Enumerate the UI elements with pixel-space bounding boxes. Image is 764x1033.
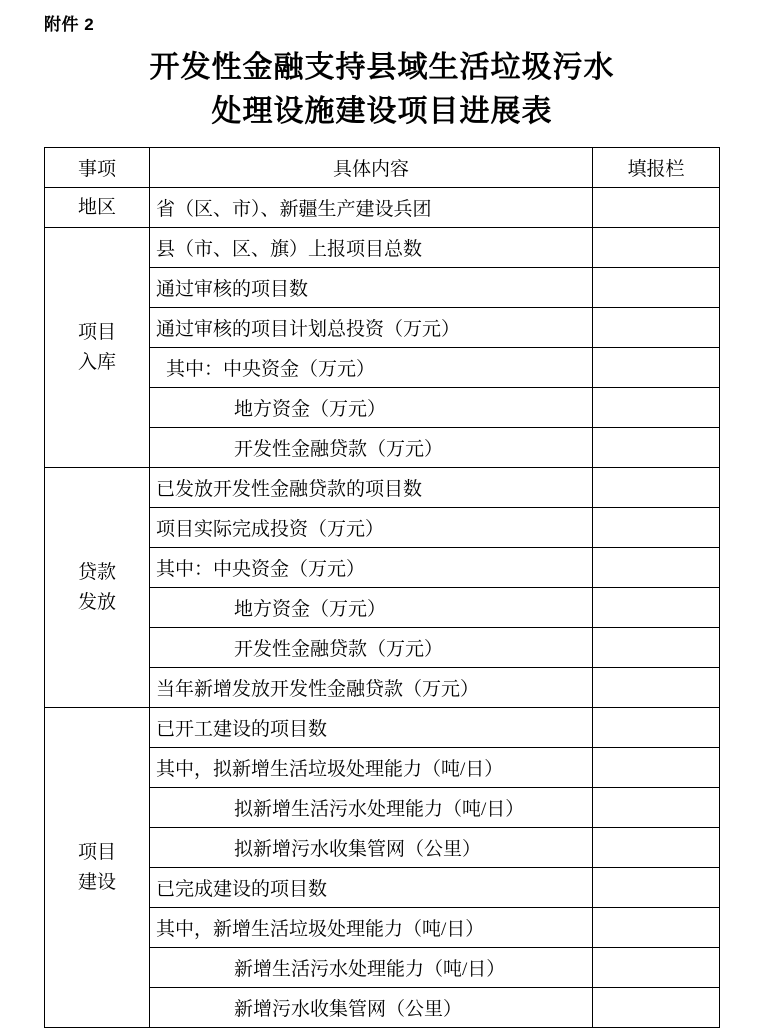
progress-table (44, 147, 720, 1028)
row-fill-input[interactable] (593, 548, 720, 588)
row-content-text: 省（区、市）、新疆生产建设兵团 (156, 199, 432, 221)
row-content-text: 新增污水收集管网（公里） (234, 999, 463, 1021)
row-content (150, 708, 593, 748)
page-title-line-1: 开发性金融支持县域生活垃圾污水 (149, 51, 615, 85)
row-content (150, 348, 593, 388)
row-content (150, 908, 593, 948)
page-title-line-2: 处理设施建设项目进展表 (211, 94, 553, 128)
row-content-text: 通过审核的项目数 (156, 279, 309, 301)
row-group-label-project-construction (45, 708, 150, 1028)
row-content-text: 拟新增污水收集管网（公里） (234, 839, 482, 861)
row-content (150, 988, 593, 1028)
row-group-label-line: 入库 (77, 351, 116, 373)
row-fill-input[interactable] (593, 428, 720, 468)
row-content (150, 628, 593, 668)
row-fill-input[interactable] (593, 908, 720, 948)
row-group-label-line: 发放 (77, 591, 116, 613)
row-fill-input[interactable] (593, 188, 720, 228)
row-fill-input[interactable] (593, 588, 720, 628)
row-content-text: 已发放开发性金融贷款的项目数 (156, 479, 423, 501)
row-fill-input[interactable] (593, 828, 720, 868)
row-content (150, 228, 593, 268)
row-group-label-line: 建设 (77, 871, 116, 893)
row-content-text: 其中，新增生活垃圾处理能力（吨/日） (156, 919, 485, 941)
row-fill-input[interactable] (593, 788, 720, 828)
row-content-text: 开发性金融贷款（万元） (234, 639, 444, 661)
table-row (45, 228, 720, 268)
table-body (45, 188, 720, 1028)
row-content (150, 548, 593, 588)
row-group-label-region (45, 188, 150, 228)
column-header-item: 事项 (45, 148, 150, 188)
row-fill-input[interactable] (593, 228, 720, 268)
row-fill-input[interactable] (593, 708, 720, 748)
row-content (150, 668, 593, 708)
row-content (150, 788, 593, 828)
row-content (150, 468, 593, 508)
attachment-label: 附件 2 (44, 15, 95, 34)
row-content (150, 268, 593, 308)
row-fill-input[interactable] (593, 748, 720, 788)
row-content-text: 地方资金（万元） (234, 599, 387, 621)
row-content-text: 其中，拟新增生活垃圾处理能力（吨/日） (156, 759, 504, 781)
row-fill-input[interactable] (593, 268, 720, 308)
row-fill-input[interactable] (593, 388, 720, 428)
row-content-text: 地方资金（万元） (234, 399, 387, 421)
row-fill-input[interactable] (593, 468, 720, 508)
row-fill-input[interactable] (593, 988, 720, 1028)
row-content-text: 其中：中央资金（万元） (156, 559, 366, 581)
row-group-label-line: 地区 (77, 196, 116, 218)
row-content (150, 428, 593, 468)
row-content-text: 已开工建设的项目数 (156, 719, 328, 741)
row-content (150, 828, 593, 868)
row-fill-input[interactable] (593, 508, 720, 548)
row-content (150, 508, 593, 548)
row-content-text: 其中：中央资金（万元） (166, 359, 376, 381)
row-content-text: 已完成建设的项目数 (156, 879, 328, 901)
row-content (150, 188, 593, 228)
table-header (45, 148, 720, 188)
row-group-label-line: 项目 (77, 322, 116, 344)
row-content-text: 县（市、区、旗）上报项目总数 (156, 239, 423, 261)
row-content (150, 308, 593, 348)
row-content-text: 拟新增生活污水处理能力（吨/日） (234, 799, 525, 821)
row-fill-input[interactable] (593, 348, 720, 388)
column-header-fill: 填报栏 (593, 148, 720, 188)
row-group-label-loan-disbursement (45, 468, 150, 708)
row-content (150, 748, 593, 788)
row-content-text: 开发性金融贷款（万元） (234, 439, 444, 461)
column-header-content: 具体内容 (150, 148, 593, 188)
row-content (150, 868, 593, 908)
row-fill-input[interactable] (593, 308, 720, 348)
table-row (45, 468, 720, 508)
page-title (44, 46, 720, 133)
row-content-text: 当年新增发放开发性金融贷款（万元） (156, 679, 480, 701)
row-content (150, 388, 593, 428)
row-group-label-line: 项目 (77, 842, 116, 864)
table-row (45, 708, 720, 748)
row-fill-input[interactable] (593, 868, 720, 908)
row-content (150, 588, 593, 628)
row-content-text: 项目实际完成投资（万元） (156, 519, 385, 541)
row-content-text: 通过审核的项目计划总投资（万元） (156, 319, 461, 341)
row-group-label-line: 贷款 (77, 562, 116, 584)
table-header-row (45, 148, 720, 188)
row-fill-input[interactable] (593, 948, 720, 988)
row-fill-input[interactable] (593, 668, 720, 708)
row-fill-input[interactable] (593, 628, 720, 668)
table-row (45, 188, 720, 228)
row-group-label-project-intake (45, 228, 150, 468)
row-content (150, 948, 593, 988)
row-content-text: 新增生活污水处理能力（吨/日） (234, 959, 506, 981)
